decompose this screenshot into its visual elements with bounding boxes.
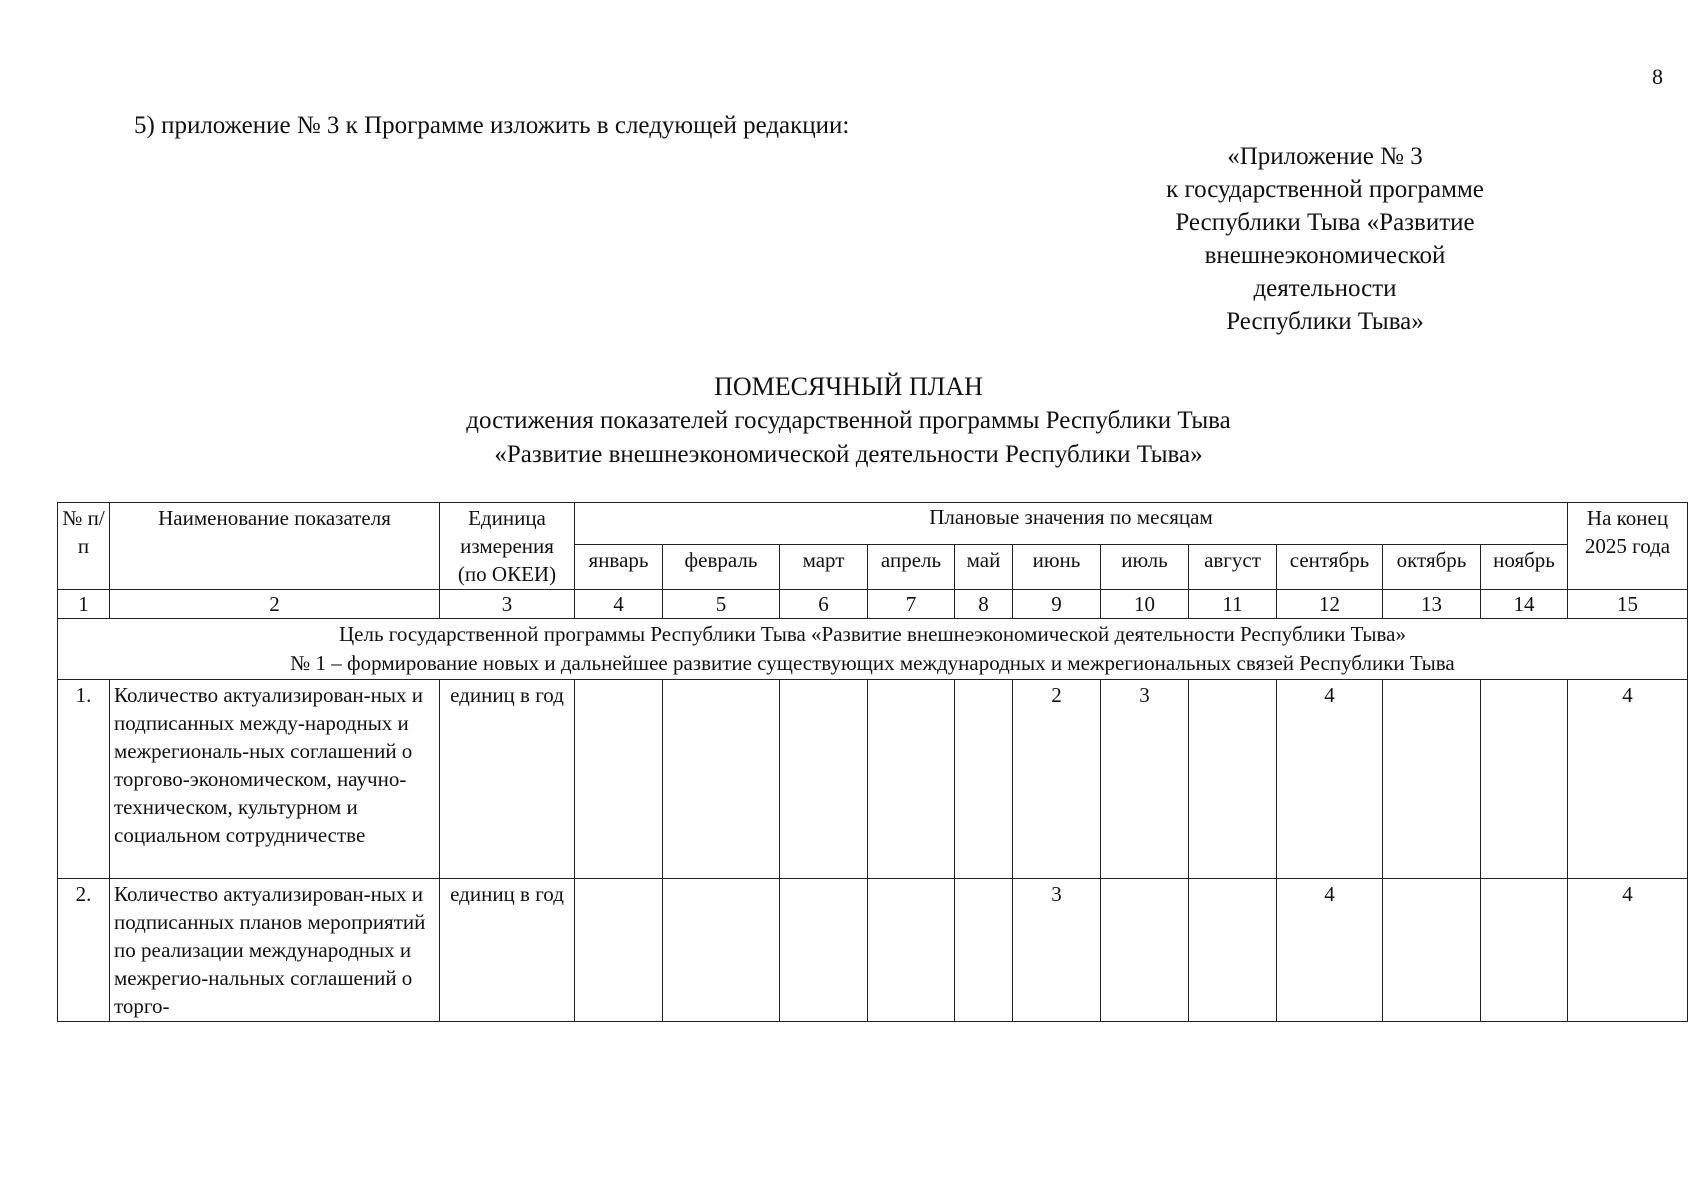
column-index: 5 xyxy=(663,590,780,619)
row-month-value xyxy=(1101,879,1189,1022)
row-month-value xyxy=(1383,680,1481,879)
column-index: 8 xyxy=(955,590,1013,619)
header-unit: Единица измерения (по ОКЕИ) xyxy=(440,503,575,590)
page-number: 8 xyxy=(1652,64,1663,89)
intro-text: 5) приложение № 3 к Программе изложить в следующей редакции: xyxy=(134,112,850,139)
appendix-line: к государственной программе xyxy=(1166,176,1484,203)
row-month-value: 4 xyxy=(1277,680,1383,879)
header-name: Наименование показателя xyxy=(110,503,440,590)
column-index: 2 xyxy=(110,590,440,619)
header-month: июль xyxy=(1101,545,1189,590)
appendix-line: Республики Тыва» xyxy=(1226,308,1424,335)
column-index-row xyxy=(58,590,1688,619)
header-month: июнь xyxy=(1013,545,1101,590)
column-index: 7 xyxy=(868,590,955,619)
column-index: 13 xyxy=(1383,590,1481,619)
table-row xyxy=(58,879,1688,1022)
goal-line: № 1 – формирование новых и дальнейшее развитие существующих международных и межрегиональных связей Республики Тыва xyxy=(290,651,1455,675)
row-month-value: 4 xyxy=(1277,879,1383,1022)
row-month-value: 2 xyxy=(1013,680,1101,879)
header-num: № п/п xyxy=(58,503,110,590)
goal-row xyxy=(58,619,1688,680)
column-index: 1 xyxy=(58,590,110,619)
column-index: 9 xyxy=(1013,590,1101,619)
row-month-value xyxy=(955,680,1013,879)
row-month-value xyxy=(1481,680,1568,879)
header-month: ноябрь xyxy=(1481,545,1568,590)
row-month-value: 3 xyxy=(1013,879,1101,1022)
header-plan: Плановые значения по месяцам xyxy=(575,503,1568,545)
appendix-line: Республики Тыва «Развитие xyxy=(1175,209,1475,236)
column-index: 6 xyxy=(780,590,868,619)
title-subtitle: достижения показателей государственной программы Республики Тыва xyxy=(466,407,1231,434)
column-index: 14 xyxy=(1481,590,1568,619)
row-month-value xyxy=(1189,680,1277,879)
header-end: На конец 2025 года xyxy=(1568,503,1688,590)
row-month-value xyxy=(575,879,663,1022)
appendix-line: «Приложение № 3 xyxy=(1227,143,1423,170)
row-unit: единиц в год xyxy=(440,879,575,1022)
table-row xyxy=(58,680,1688,879)
header-month: апрель xyxy=(868,545,955,590)
header-month: октябрь xyxy=(1383,545,1481,590)
header-month: сентябрь xyxy=(1277,545,1383,590)
row-month-value xyxy=(1383,879,1481,1022)
goal-cell xyxy=(58,619,1688,680)
row-num: 1. xyxy=(58,680,110,879)
column-index: 4 xyxy=(575,590,663,619)
row-num: 2. xyxy=(58,879,110,1022)
header-month: май xyxy=(955,545,1013,590)
column-index: 3 xyxy=(440,590,575,619)
header-month: август xyxy=(1189,545,1277,590)
column-index: 15 xyxy=(1568,590,1688,619)
row-unit: единиц в год xyxy=(440,680,575,879)
row-month-value xyxy=(955,879,1013,1022)
row-month-value xyxy=(780,879,868,1022)
row-month-value xyxy=(1189,879,1277,1022)
row-month-value xyxy=(780,680,868,879)
row-month-value xyxy=(575,680,663,879)
row-month-value xyxy=(663,680,780,879)
row-month-value xyxy=(663,879,780,1022)
column-index: 11 xyxy=(1189,590,1277,619)
appendix-line: внешнеэкономической деятельности xyxy=(1204,242,1446,302)
row-month-value: 3 xyxy=(1101,680,1189,879)
document-title xyxy=(0,370,1697,472)
goal-line: Цель государственной программы Республики Тыва «Развитие внешнеэкономической деятельности Республики Тыва» xyxy=(339,622,1406,646)
row-end-value: 4 xyxy=(1568,680,1688,879)
row-name: Количество актуализирован-ных и подписанных между-народных и межрегиональ-ных соглашений о торгово-экономическом, научно-техническом, культурном и социальном сотрудничестве xyxy=(110,680,440,879)
title-main: ПОМЕСЯЧНЫЙ ПЛАН xyxy=(714,372,983,401)
row-month-value xyxy=(1481,879,1568,1022)
row-name: Количество актуализирован-ных и подписанных планов мероприятий по реализации международных и межрегио-нальных соглашений о торго- xyxy=(110,879,440,1022)
row-month-value xyxy=(868,879,955,1022)
table-header-row xyxy=(58,503,1688,545)
row-end-value: 4 xyxy=(1568,879,1688,1022)
column-index: 10 xyxy=(1101,590,1189,619)
header-month: март xyxy=(780,545,868,590)
row-month-value xyxy=(868,680,955,879)
plan-table xyxy=(57,502,1688,1022)
appendix-caption xyxy=(1160,140,1490,338)
header-month: январь xyxy=(575,545,663,590)
header-month: февраль xyxy=(663,545,780,590)
column-index: 12 xyxy=(1277,590,1383,619)
title-subtitle: «Развитие внешнеэкономической деятельности Республики Тыва» xyxy=(494,441,1203,468)
